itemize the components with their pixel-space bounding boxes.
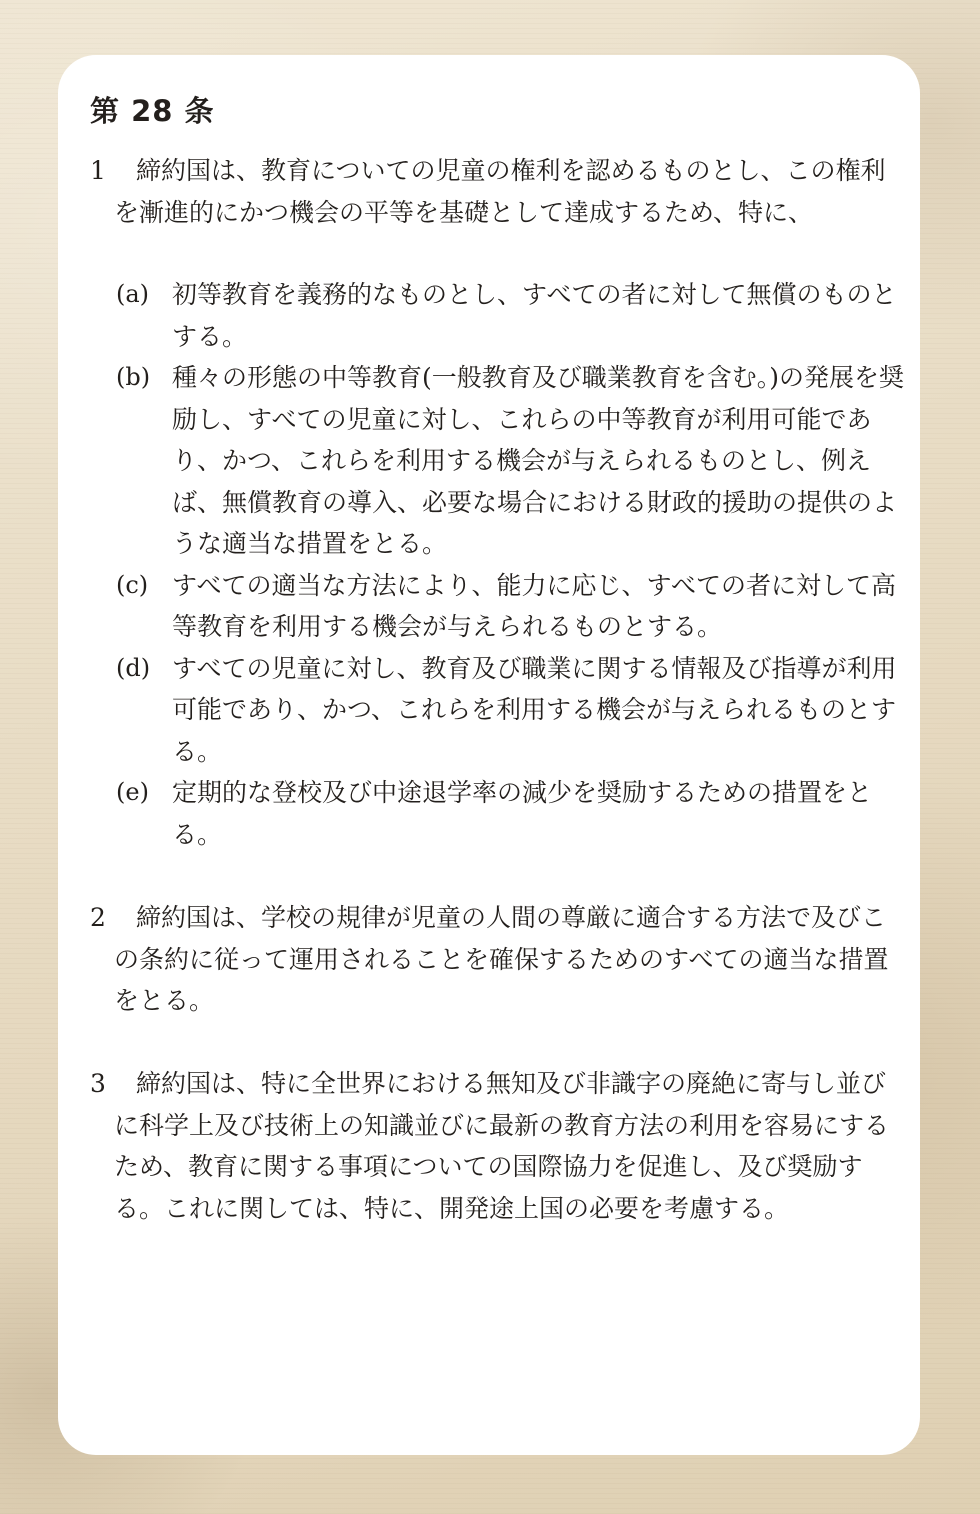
item-b: [116, 357, 906, 565]
item-text: 種々の形態の中等教育(一般教育及び職業教育を含む。)の発展を奨励し、すべての児童に対し、これらの中等教育が利用可能であり、かつ、これらを利用する機会が与えられるものとし、例えば、無償教育の導入、必要な場合における財政的援助の提供のような適当な措置をとる。: [172, 363, 905, 558]
paragraph-3: [90, 1063, 900, 1229]
paragraph-number: 1: [90, 156, 106, 185]
item-text: 初等教育を義務的なものとし、すべての者に対して無償のものとする。: [172, 280, 897, 351]
item-label: (b): [116, 363, 151, 391]
paragraph-1-items: [116, 274, 906, 855]
paragraph-number: 2: [90, 903, 106, 932]
item-label: (e): [116, 778, 149, 806]
item-label: (c): [116, 570, 149, 599]
item-label: (a): [116, 280, 150, 308]
paragraph-2: [90, 897, 900, 1022]
item-e: [116, 772, 906, 855]
item-text: 定期的な登校及び中途退学率の減少を奨励するための措置をとる。: [172, 778, 873, 849]
article-title: 第 28 条: [90, 94, 215, 128]
paragraph-text: 締約国は、学校の規律が児童の人間の尊厳に適合する方法で及びこの条約に従って運用されることを確保するためのすべての適当な措置をとる。: [114, 903, 889, 1015]
item-text: すべての児童に対し、教育及び職業に関する情報及び指導が利用可能であり、かつ、これらを利用する機会が与えられるものとする。: [172, 653, 897, 766]
item-d: [116, 648, 906, 773]
paragraph-text: 締約国は、特に全世界における無知及び非識字の廃絶に寄与し並びに科学上及び技術上の知識並びに最新の教育方法の利用を容易にするため、教育に関する事項についての国際協力を促進し、及び奨励する。これに関しては、特に、開発途上国の必要を考慮する。: [114, 1069, 890, 1223]
paragraph-1: [90, 150, 900, 233]
article-card: [58, 55, 920, 1455]
paragraph-text: 締約国は、教育についての児童の権利を認めるものとし、この権利を漸進的にかつ機会の平等を基礎として達成するため、特に、: [114, 156, 886, 227]
item-text: すべての適当な方法により、能力に応じ、すべての者に対して高等教育を利用する機会が与えられるものとする。: [172, 570, 897, 641]
item-a: [116, 274, 906, 357]
paragraph-number: 3: [90, 1069, 106, 1098]
item-c: [116, 565, 906, 648]
item-label: (d): [116, 653, 151, 682]
